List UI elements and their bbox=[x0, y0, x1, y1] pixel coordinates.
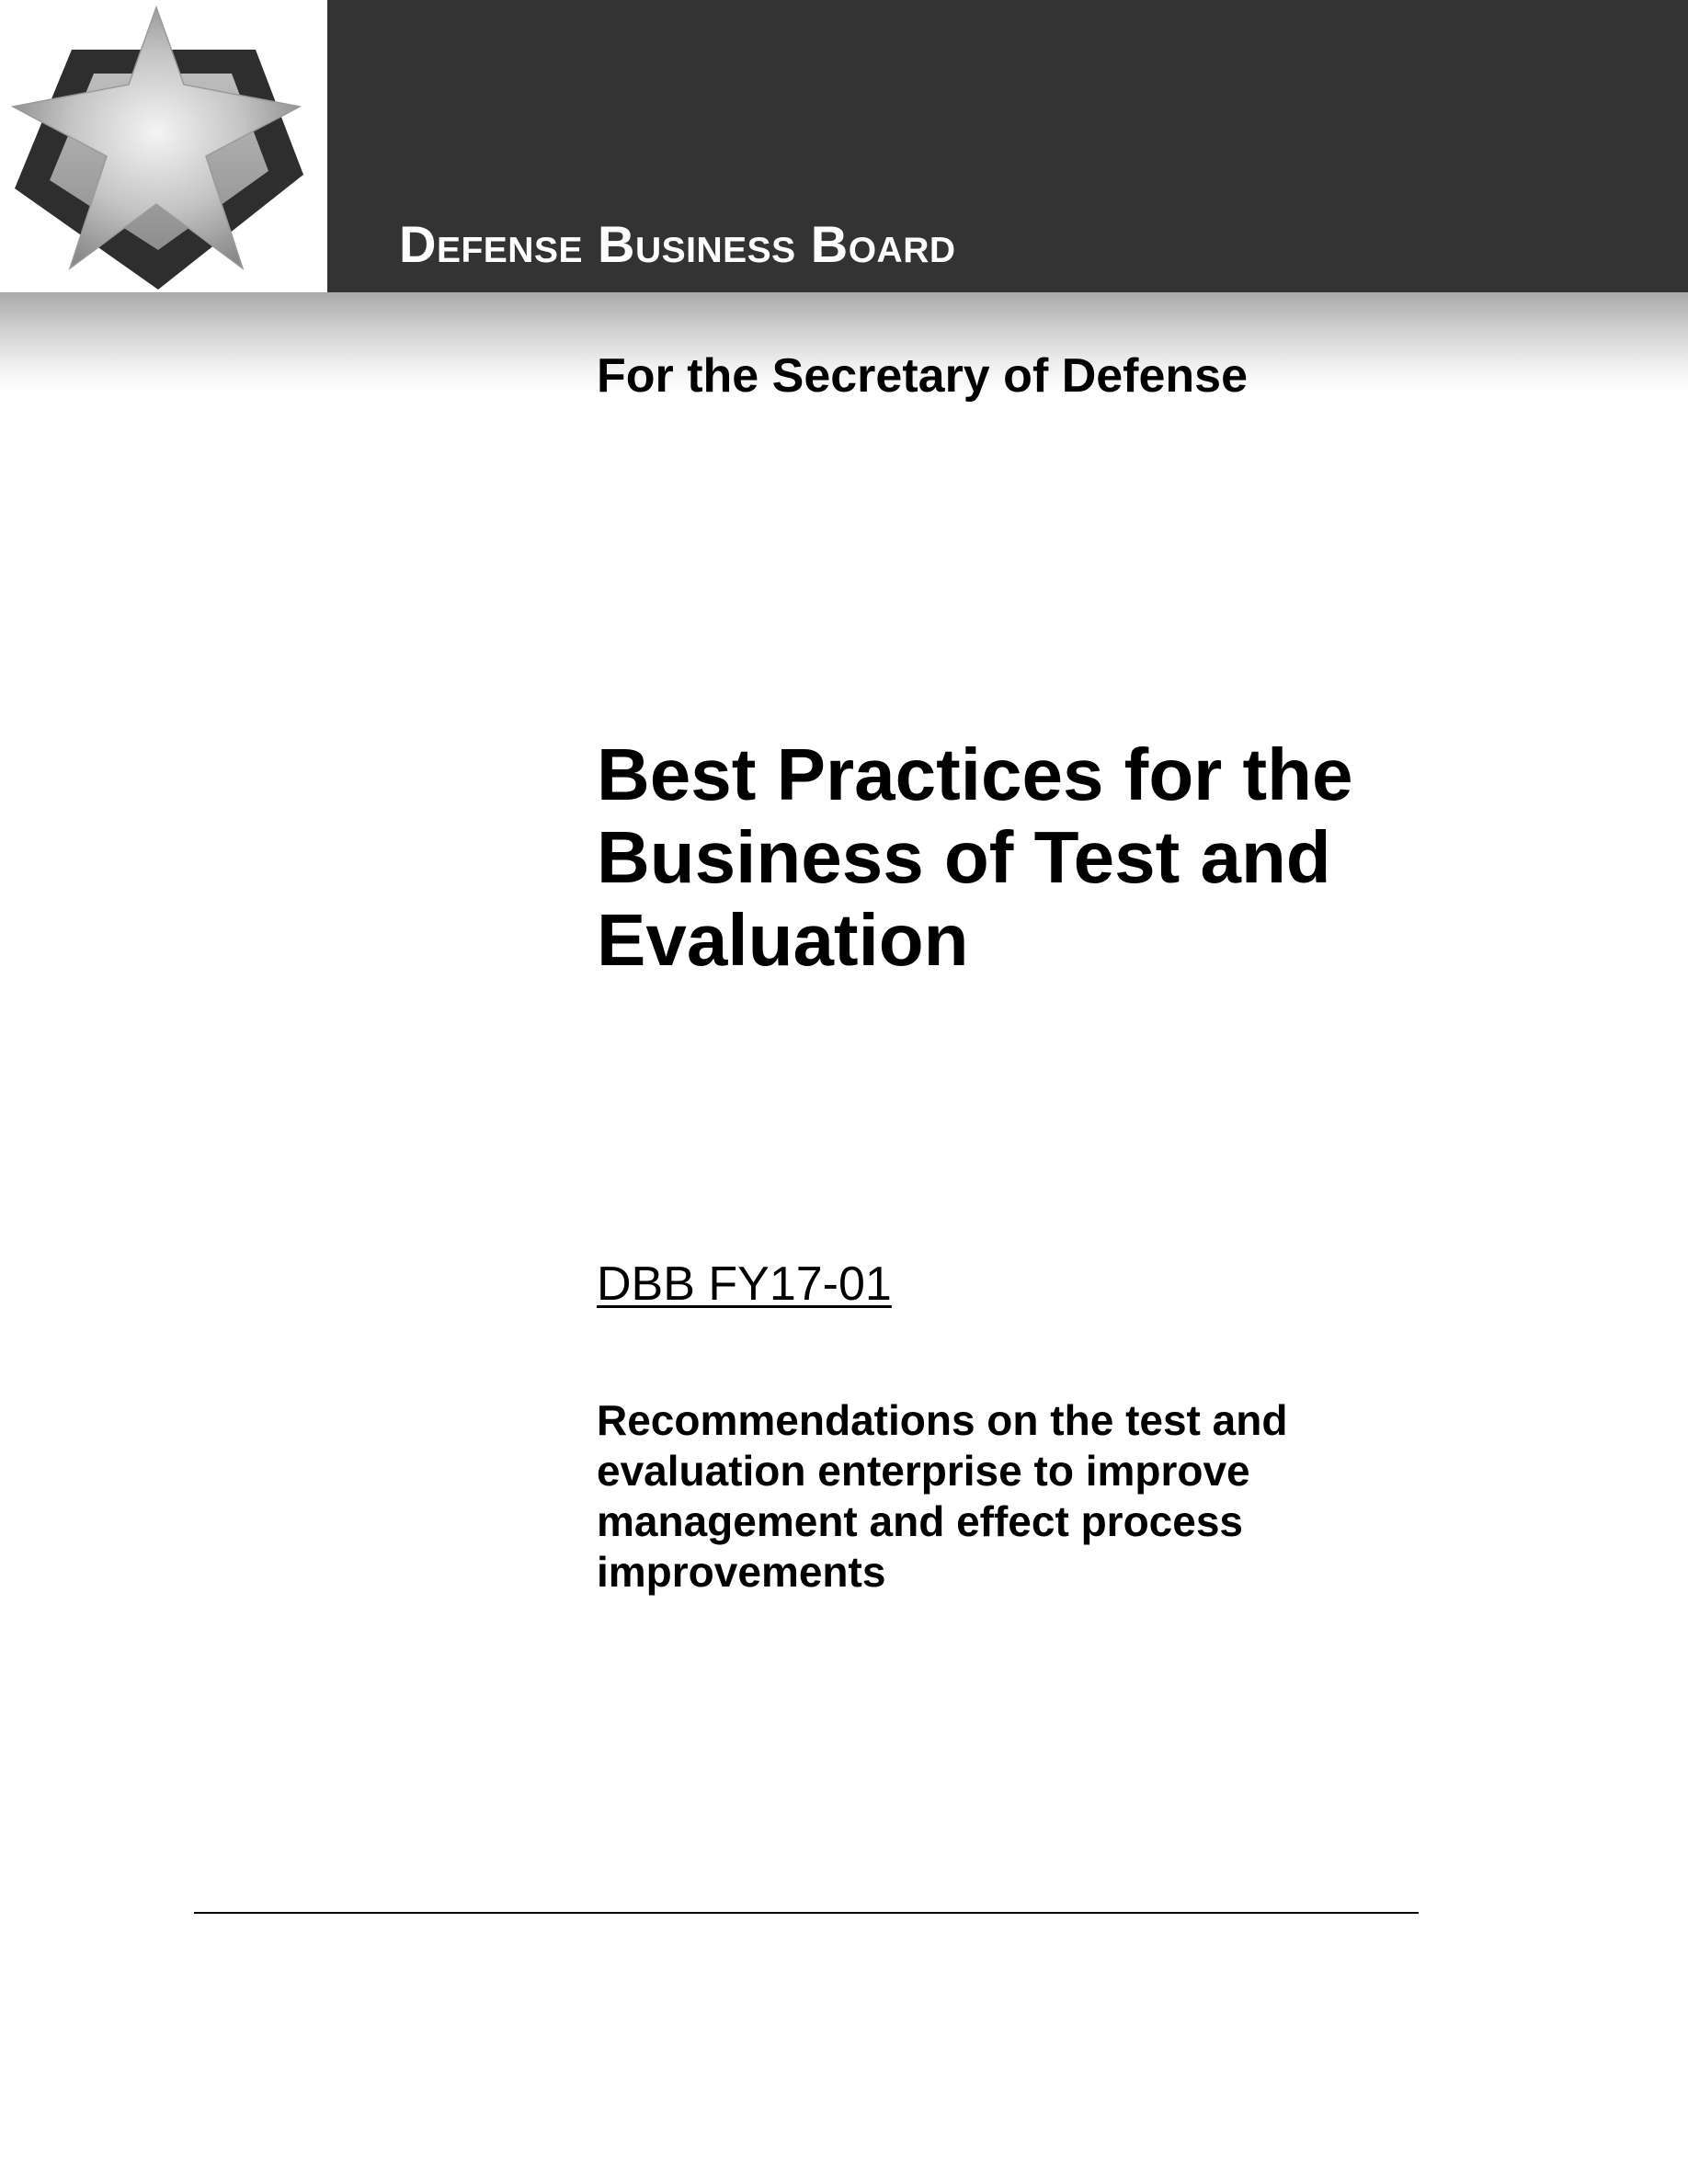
footer-divider bbox=[194, 1912, 1419, 1914]
report-number: DBB FY17-01 bbox=[597, 1257, 892, 1311]
report-title: Best Practices for the Business of Test and Evaluation bbox=[597, 734, 1353, 981]
logo bbox=[0, 0, 327, 292]
organization-name: Defense Business Board bbox=[399, 215, 956, 273]
recipient-line: For the Secretary of Defense bbox=[597, 349, 1249, 403]
report-summary: Recommendations on the test and evaluation enterprise to improve management and effect process improvements bbox=[597, 1396, 1288, 1596]
pentagon-star-logo-icon bbox=[0, 0, 327, 292]
